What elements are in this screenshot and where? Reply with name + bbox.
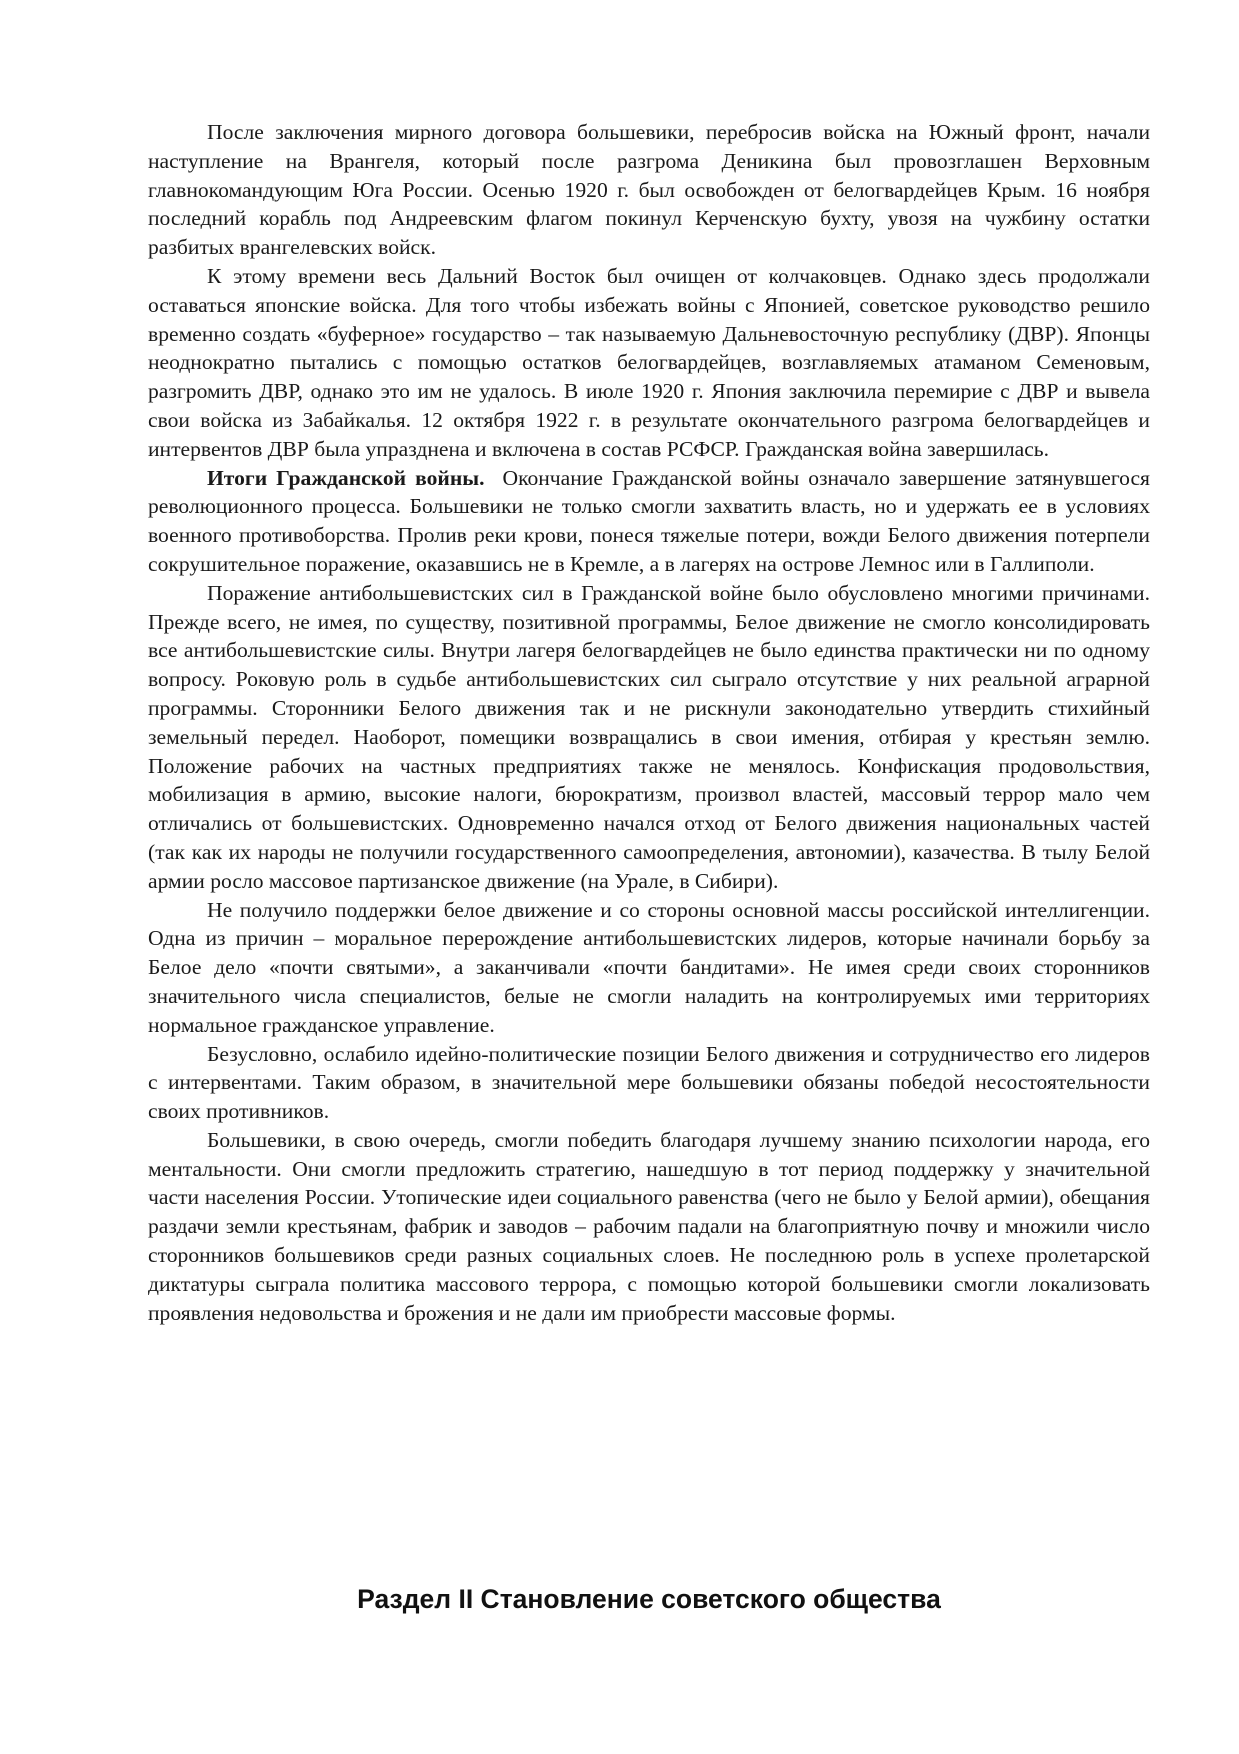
section-heading: Раздел II Становление советского общества [357, 1584, 941, 1614]
paragraph-text: После заключения мирного договора большевики, перебросив войска на Южный фронт, начали наступление на Врангеля, который после разгрома Деникина был провозглашен Верховным главнокомандующим Юга России. Осенью 1920 г. был освобожден от белогвардейцев Крым. 16 ноября последний корабль под Андреевским флагом покинул Керченскую бухту, увозя на чужбину остатки разбитых врангелевских войск. [148, 120, 1150, 260]
paragraph-text: Большевики, в свою очередь, смогли победить благодаря лучшему знанию психологии народа, его ментальности. Они смогли предложить стратегию, нашедшую в тот период поддержку у значительной части населения России. Утопические идеи социального равенства (чего не было у Белой армии), обещания раздачи земли крестьянам, фабрик и заводов – рабочим падали на благоприятную почву и множили число сторонников большевиков среди разных социальных слоев. Не последнюю роль в успехе пролетарской диктатуры сыграла политика массового террора, с помощью которой большевики смогли локализовать проявления недовольства и брожения и не дали им приобрести массовые формы. [148, 1127, 1150, 1325]
paragraph-text: Окончание Гражданской войны означало завершение затянувшегося революционного процесса. Большевики не только смогли захватить власть, но и удержать ее в условиях военного противоборства. Пролив реки крови, понеся тяжелые потери, вожди Белого движения потерпели сокрушительное поражение, оказавшись не в Кремле, а в лагерях на острове Лемнос или в Галлиполи. [148, 465, 1150, 576]
paragraph-2 [148, 262, 1150, 464]
paragraph-text: Безусловно, ослабило идейно-политические позиции Белого движения и сотрудничество его лидеров с интервентами. Таким образом, в значительной мере большевики обязаны победой несостоятельности своих противников. [148, 1041, 1150, 1124]
paragraph-text: Поражение антибольшевистских сил в Гражданской войне было обусловлено многими причинами. Прежде всего, не имея, по существу, позитивной программы, Белое движение не смогло консолидировать все антибольшевистские силы. Внутри лагеря белогвардейцев не было единства практически ни по одному вопросу. Роковую роль в судьбе антибольшевистских сил сыграло отсутствие у них реальной аграрной программы. Сторонники Белого движения так и не рискнули законодательно утвердить стихийный земельный передел. Наоборот, помещики возвращались в свои имения, отбирая у крестьян землю. Положение рабочих на частных предприятиях также не менялось. Конфискация продовольствия, мобилизация в армию, высокие налоги, бюрократизм, произвол властей, массовый террор мало чем отличались от большевистских. Одновременно начался отход от Белого движения национальных частей (так как их народы не получили государственного самоопределения, автономии), казачества. В тылу Белой армии росло массовое партизанское движение (на Урале, в Сибири). [148, 580, 1150, 893]
paragraph-text: Не получило поддержки белое движение и со стороны основной массы российской интеллигенции. Одна из причин – моральное перерождение антибольшевистских лидеров, которые начинали борьбу за Белое дело «почти святыми», а заканчивали «почти бандитами». Не имея среди своих сторонников значительного числа специалистов, белые не смогли наладить на контролируемых ими территориях нормальное гражданское управление. [148, 897, 1150, 1037]
paragraph-5 [148, 896, 1150, 1040]
paragraph-text: К этому времени весь Дальний Восток был очищен от колчаковцев. Однако здесь продолжали оставаться японские войска. Для того чтобы избежать войны с Японией, советское руководство решило временно создать «буферное» государство – так называемую Дальневосточную республику (ДВР). Японцы неоднократно пытались с помощью остатков белогвардейцев, возглавляемых атаманом Семеновым, разгромить ДВР, однако это им не удалось. В июле 1920 г. Япония заключила перемирие с ДВР и вывела свои войска из Забайкалья. 12 октября 1922 г. в результате окончательного разгрома белогвардейцев и интервентов ДВР была упразднена и включена в состав РСФСР. Гражданская война завершилась. [148, 263, 1150, 461]
paragraph-7 [148, 1126, 1150, 1328]
paragraph-1 [148, 118, 1150, 262]
paragraph-bold-lead: Итоги Гражданской войны. [207, 465, 485, 490]
paragraph-6 [148, 1040, 1150, 1126]
paragraph-4 [148, 579, 1150, 896]
paragraph-3 [148, 464, 1150, 579]
document-body [148, 118, 1150, 1327]
